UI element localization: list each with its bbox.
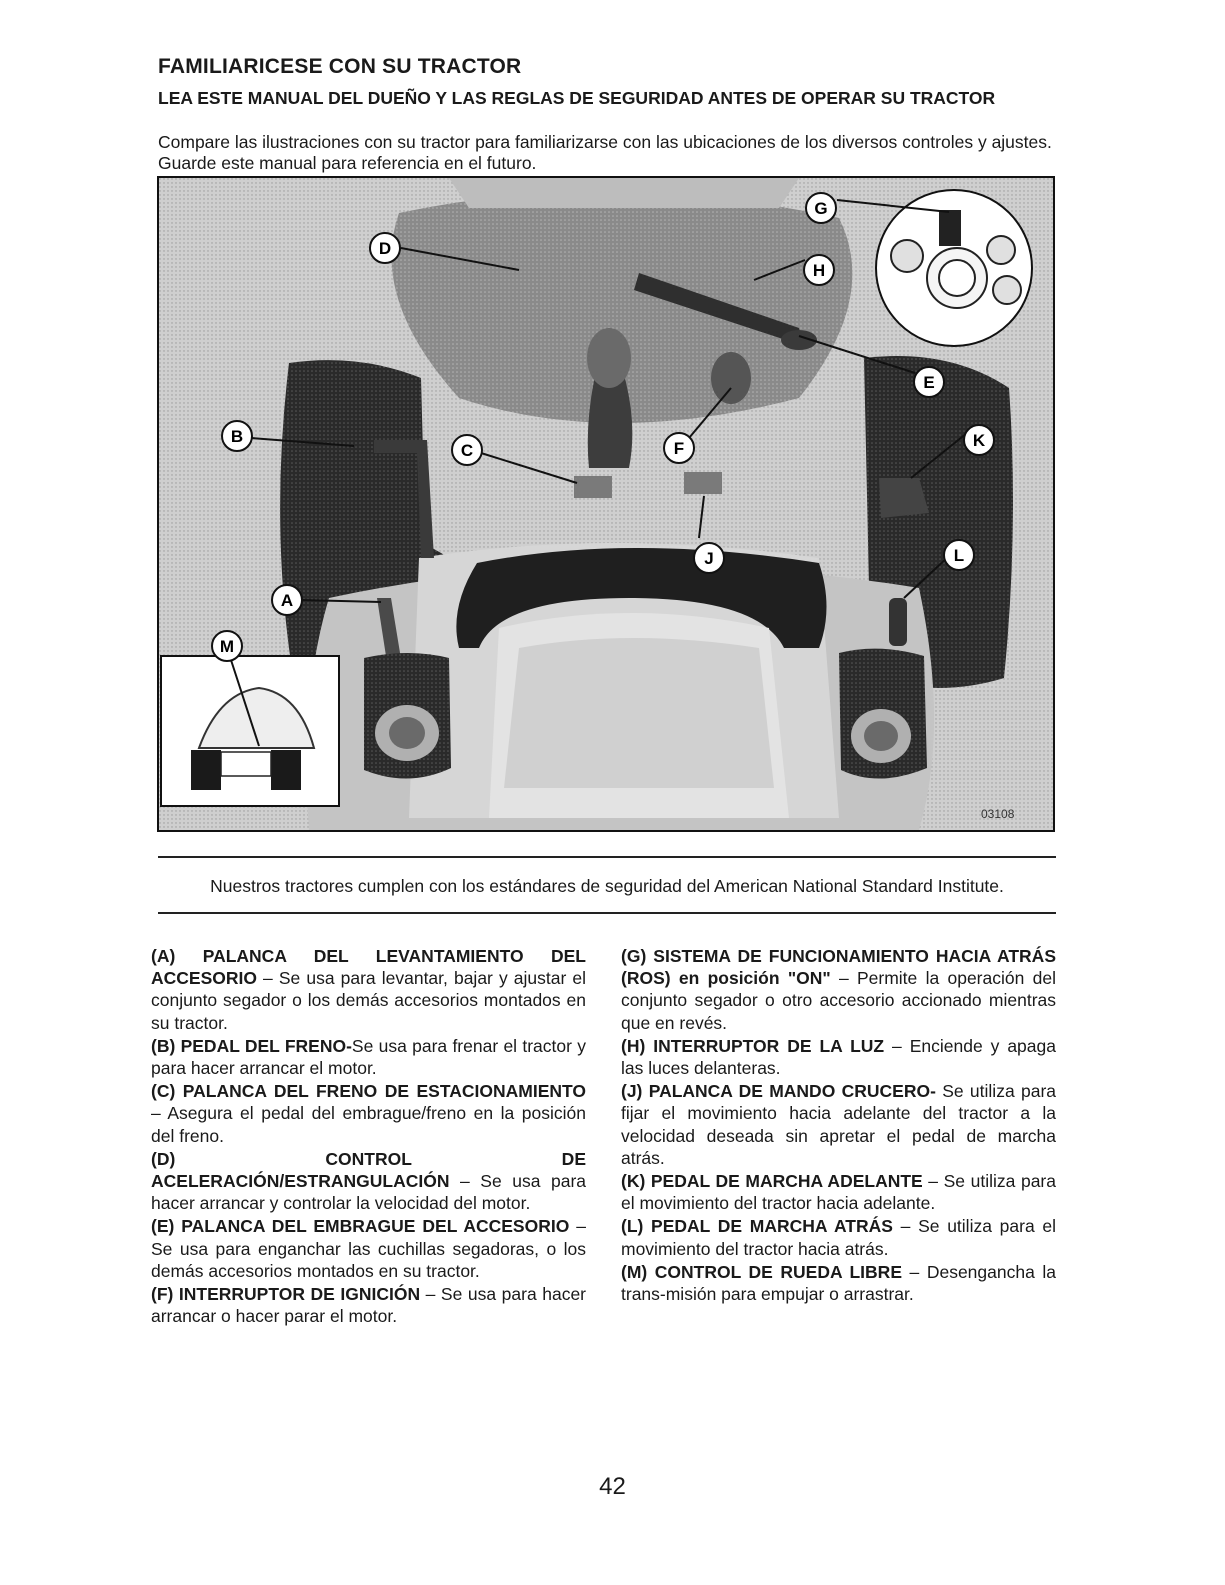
callout-e (914, 367, 944, 397)
list-item: (H) INTERRUPTOR DE LA LUZ – Enciende y apaga las luces delanteras. (621, 1035, 1056, 1079)
controls-list-left (151, 945, 586, 1328)
divider-bottom (158, 912, 1056, 914)
callout-g (806, 193, 836, 223)
list-item: (E) PALANCA DEL EMBRAGUE DEL ACCESORIO – Se usa para enganchar las cuchillas segadoras, o los demás accesorios montados en su tractor. (151, 1216, 586, 1281)
tractor-diagram (157, 176, 1055, 832)
callout-m (212, 631, 242, 661)
callout-j (694, 543, 724, 573)
svg-text:H: H (812, 261, 826, 280)
list-item: (M) CONTROL DE RUEDA LIBRE – Desengancha la trans-misión para empujar o arrastrar. (621, 1261, 1056, 1305)
list-item: (D) CONTROL DE ACELERACIÓN/ESTRANGULACIÓN – Se usa para hacer arrancar y controlar la velocidad del motor. (151, 1148, 586, 1214)
svg-text:F: F (673, 439, 685, 458)
callout-h (804, 255, 834, 285)
page-subtitle: LEA ESTE MANUAL DEL DUEÑO Y LAS REGLAS DE SEGURIDAD ANTES DE OPERAR SU TRACTOR (158, 88, 996, 108)
figure-code: 03108 (981, 807, 1015, 821)
page-number: 42 (599, 1473, 626, 1500)
list-item: (J) PALANCA DE MANDO CRUCERO- Se utiliza para fijar el movimiento hacia adelante del tractor a la velocidad deseada sin apretar el pedal de marcha atrás. (621, 1081, 1056, 1168)
callout-b (222, 421, 252, 451)
callout-l (944, 540, 974, 570)
callout-f (664, 433, 694, 463)
svg-text:C: C (460, 441, 474, 460)
divider-top (158, 856, 1056, 858)
svg-text:M: M (219, 637, 235, 656)
svg-text:D: D (378, 239, 392, 258)
page-title: FAMILIARICESE CON SU TRACTOR (158, 55, 522, 78)
list-item: (F) INTERRUPTOR DE IGNICIÓN – Se usa para hacer arrancar o hacer parar el motor. (151, 1284, 587, 1327)
svg-text:A: A (280, 591, 294, 610)
intro-paragraph: Compare las ilustraciones con su tractor para familiarizarse con las ubicaciones de los diversos controles y ajustes. Guarde este manual para referencia en el futuro. (158, 132, 1052, 173)
list-item: (G) SISTEMA DE FUNCIONAMIENTO HACIA ATRÁS (ROS) en posición "ON" – Permite la operación del conjunto segador o otro accesorio accionado mientras que en revés. (621, 946, 1056, 1033)
list-item: (B) PEDAL DEL FRENO-Se usa para frenar el tractor y para hacer arrancar el motor. (151, 1035, 586, 1079)
callout-a (272, 585, 302, 615)
list-item: (L) PEDAL DE MARCHA ATRÁS – Se utiliza para el movimiento del tractor hacia atrás. (621, 1216, 1057, 1259)
list-item: (C) PALANCA DEL FRENO DE ESTACIONAMIENTO – Asegura el pedal del embrague/freno en la posición del freno. (151, 1081, 586, 1146)
callout-c (452, 435, 482, 465)
svg-text:K: K (972, 431, 986, 450)
svg-text:J: J (704, 549, 714, 568)
callout-k (964, 425, 994, 455)
list-item: (K) PEDAL DE MARCHA ADELANTE – Se utiliza para el movimiento del tractor hacia adelante. (621, 1171, 1056, 1214)
svg-text:B: B (230, 427, 244, 446)
svg-text:E: E (923, 373, 935, 392)
callout-d (370, 233, 400, 263)
ansi-compliance-note: Nuestros tractores cumplen con los estándares de seguridad del American National Standard Institute. (210, 876, 1004, 896)
svg-text:L: L (953, 546, 965, 565)
controls-list-right (621, 945, 1056, 1306)
svg-text:G: G (814, 199, 828, 218)
list-item: (A) PALANCA DEL LEVANTAMIENTO DEL ACCESORIO – Se usa para levantar, bajar y ajustar el conjunto segador o los demás accesorios montados en su tractor. (151, 946, 586, 1033)
